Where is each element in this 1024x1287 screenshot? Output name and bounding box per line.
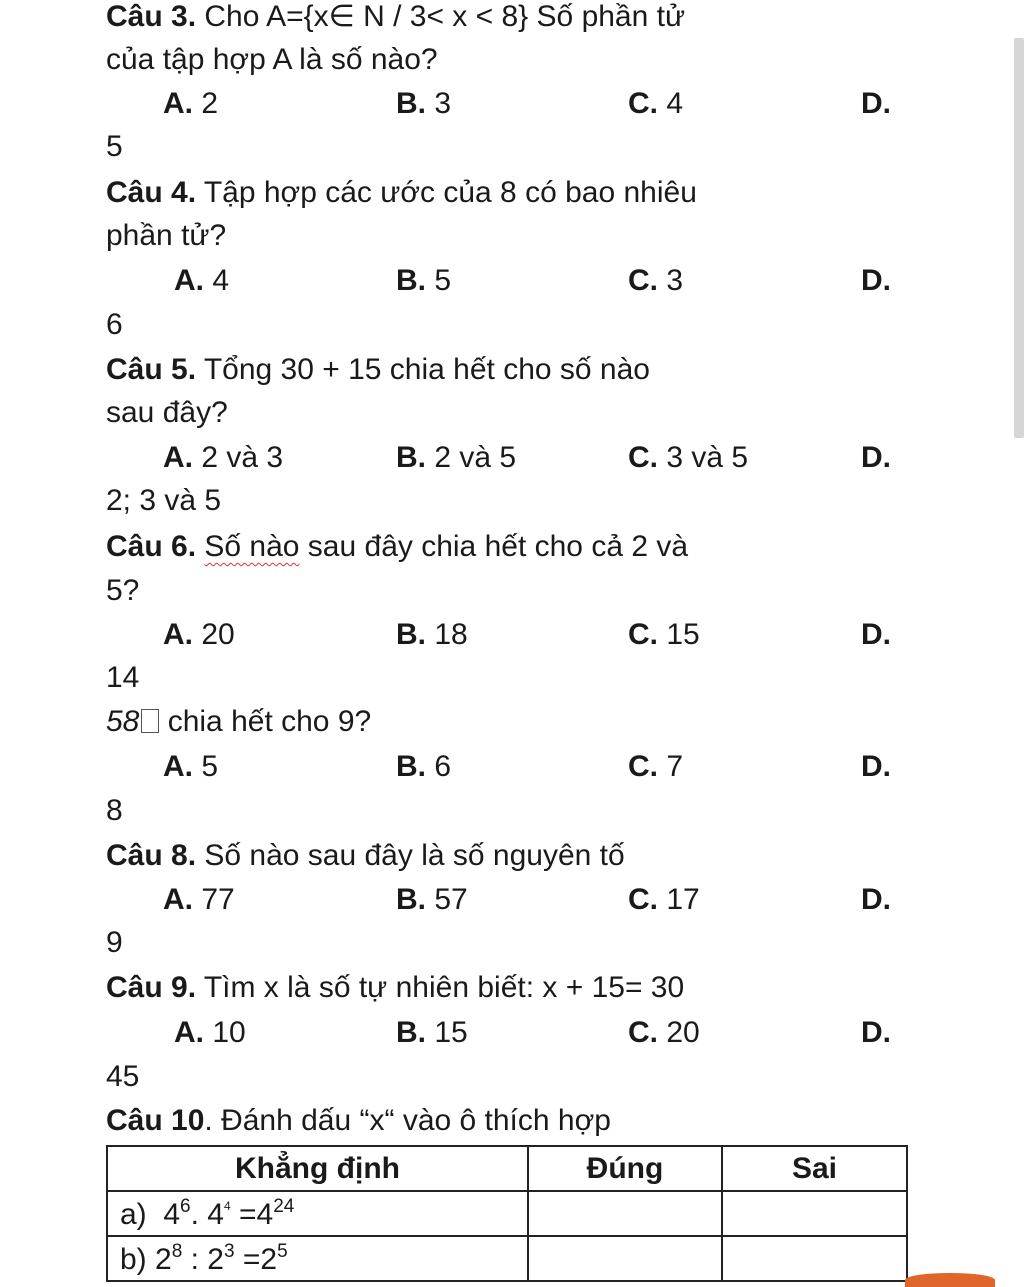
cell-true-a[interactable] <box>528 1191 722 1236</box>
option-a: A. 4 <box>174 264 230 297</box>
option-d: D. <box>861 264 891 297</box>
option-a: A. 2 <box>163 87 219 120</box>
option-d-value: 6 <box>106 308 123 341</box>
option-b: B. 15 <box>396 1016 468 1049</box>
question-8-line-1: Câu 8. Số nào sau đây là số nguyên tố <box>106 839 625 872</box>
question-3-line-2: của tập hợp A là số nào? <box>106 43 438 76</box>
option-d-value: 14 <box>106 661 140 694</box>
option-a: A. 77 <box>163 883 235 916</box>
option-d: D. <box>861 883 891 916</box>
option-d: D. <box>861 87 891 120</box>
option-d-value: 2; 3 và 5 <box>106 484 222 517</box>
option-d-value: 45 <box>106 1060 140 1093</box>
header-statement: Khẳng định <box>107 1146 528 1191</box>
option-c: C. 3 và 5 <box>628 441 749 474</box>
option-b: B. 18 <box>396 618 468 651</box>
orange-blob-decoration <box>905 1273 995 1287</box>
header-true: Đúng <box>528 1146 722 1191</box>
cell-false-b[interactable] <box>722 1236 907 1281</box>
option-b: B. 5 <box>396 264 452 297</box>
option-b: B. 57 <box>396 883 468 916</box>
question-5-line-1: Câu 5. Tổng 30 + 15 chia hết cho số nào <box>106 353 650 386</box>
question-7-line-1: 58 chia hết cho 9? <box>106 705 372 738</box>
statement-a: a) $4^6$. $4^4 =4^{24}$ <box>107 1191 528 1236</box>
question-3-line-1: Câu 3. Cho A={x∈ N / 3< x < 8} Số phần tử <box>106 0 686 33</box>
spellcheck-underline: Số nào <box>204 530 300 563</box>
option-b: B. 3 <box>396 87 452 120</box>
option-a: A. 5 <box>163 750 219 783</box>
option-b: B. 6 <box>396 750 452 783</box>
question-10-line-1: Câu 10. Đánh dấu “x“ vào ô thích hợp <box>106 1104 611 1137</box>
question-6-line-2: 5? <box>106 574 140 607</box>
option-a: A. 10 <box>174 1016 246 1049</box>
question-4-line-1: Câu 4. Tập hợp các ước của 8 có bao nhiêu <box>106 176 697 209</box>
cell-true-b[interactable] <box>528 1236 722 1281</box>
cell-false-a[interactable] <box>722 1191 907 1236</box>
table-row <box>107 1236 907 1281</box>
table-row <box>107 1191 907 1236</box>
option-d: D. <box>861 618 891 651</box>
question-4-line-2: phần tử? <box>106 219 227 252</box>
question-9-line-1: Câu 9. Tìm x là số tự nhiên biết: x + 15= 30 <box>106 971 685 1004</box>
option-b: B. 2 và 5 <box>396 441 517 474</box>
option-d: D. <box>861 1016 891 1049</box>
option-c: C. 3 <box>628 264 684 297</box>
option-c: C. 15 <box>628 618 700 651</box>
question-6-line-1: Câu 6. Số nào sau đây chia hết cho cả 2 và <box>106 530 689 563</box>
option-d-value: 5 <box>106 130 123 163</box>
statement-b: b) $2^8$ : $2^3 =2^5$ <box>107 1236 528 1281</box>
option-d: D. <box>861 441 891 474</box>
missing-digit-box <box>141 709 159 733</box>
option-c: C. 20 <box>628 1016 700 1049</box>
option-a: A. 20 <box>163 618 235 651</box>
true-false-table <box>106 1145 908 1282</box>
option-d-value: 8 <box>106 794 123 827</box>
scrollbar[interactable] <box>1014 38 1024 438</box>
option-d-value: 9 <box>106 926 123 959</box>
option-a: A. 2 và 3 <box>163 441 284 474</box>
question-5-line-2: sau đây? <box>106 396 228 429</box>
option-c: C. 4 <box>628 87 684 120</box>
option-c: C. 17 <box>628 883 700 916</box>
header-false: Sai <box>722 1146 907 1191</box>
option-d: D. <box>861 750 891 783</box>
table-header-row <box>107 1146 907 1191</box>
option-c: C. 7 <box>628 750 684 783</box>
